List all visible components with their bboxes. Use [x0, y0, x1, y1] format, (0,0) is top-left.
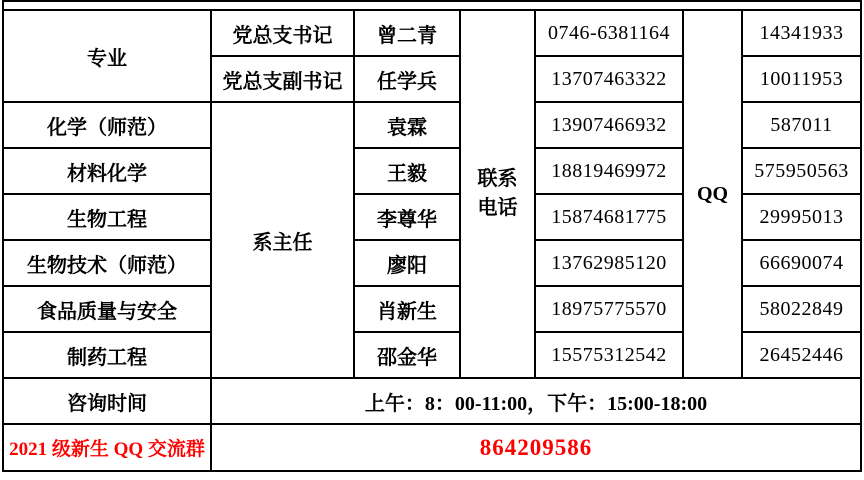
- name-cell: 任学兵: [354, 56, 460, 102]
- name-cell: 肖新生: [354, 286, 460, 332]
- qq-cell: 10011953: [742, 56, 861, 102]
- phone-cell: 13762985120: [535, 240, 683, 286]
- name-cell: 曾二青: [354, 10, 460, 56]
- phone-cell: 15874681775: [535, 194, 683, 240]
- table-row-qq-group: [3, 424, 861, 471]
- qq-cell: 587011: [742, 102, 861, 148]
- phone-cell: 18819469972: [535, 148, 683, 194]
- major-cell: 制药工程: [3, 332, 211, 378]
- name-cell: 邵金华: [354, 332, 460, 378]
- dept-head-header-cell: 系主任: [211, 102, 354, 378]
- major-cell: 生物工程: [3, 194, 211, 240]
- qq-cell: 58022849: [742, 286, 861, 332]
- major-cell: 材料化学: [3, 148, 211, 194]
- major-cell: 食品质量与安全: [3, 286, 211, 332]
- qq-cell: 26452446: [742, 332, 861, 378]
- cropped-top-row: [3, 1, 861, 10]
- contact-info-table: [2, 0, 862, 472]
- cropped-top-cell: [3, 1, 861, 10]
- qq-group-label-cell: 2021 级新生 QQ 交流群: [3, 424, 211, 471]
- qq-cell: 66690074: [742, 240, 861, 286]
- major-header-cell: 专业: [3, 10, 211, 102]
- name-cell: 廖阳: [354, 240, 460, 286]
- consult-time-label-cell: 咨询时间: [3, 378, 211, 424]
- phone-cell: 15575312542: [535, 332, 683, 378]
- major-cell: 生物技术（师范）: [3, 240, 211, 286]
- qq-header-cell: QQ: [683, 10, 742, 378]
- phone-cell: 0746-6381164: [535, 10, 683, 56]
- role-cell: 党总支书记: [211, 10, 354, 56]
- major-cell: 化学（师范）: [3, 102, 211, 148]
- role-cell: 党总支副书记: [211, 56, 354, 102]
- contact-phone-header-label: 联系电话: [477, 168, 518, 219]
- phone-cell: 13707463322: [535, 56, 683, 102]
- qq-cell: 575950563: [742, 148, 861, 194]
- contact-phone-header-cell: [460, 10, 535, 378]
- phone-cell: 13907466932: [535, 102, 683, 148]
- table-row-consult-time: [3, 378, 861, 424]
- consult-time-value-cell: 上午：8：00-11:00，下午：15:00-18:00: [211, 378, 861, 424]
- name-cell: 李尊华: [354, 194, 460, 240]
- name-cell: 袁霖: [354, 102, 460, 148]
- name-cell: 王毅: [354, 148, 460, 194]
- qq-cell: 29995013: [742, 194, 861, 240]
- phone-cell: 18975775570: [535, 286, 683, 332]
- qq-group-number-cell: 864209586: [211, 424, 861, 471]
- table-row-secretary: [3, 10, 861, 56]
- qq-cell: 14341933: [742, 10, 861, 56]
